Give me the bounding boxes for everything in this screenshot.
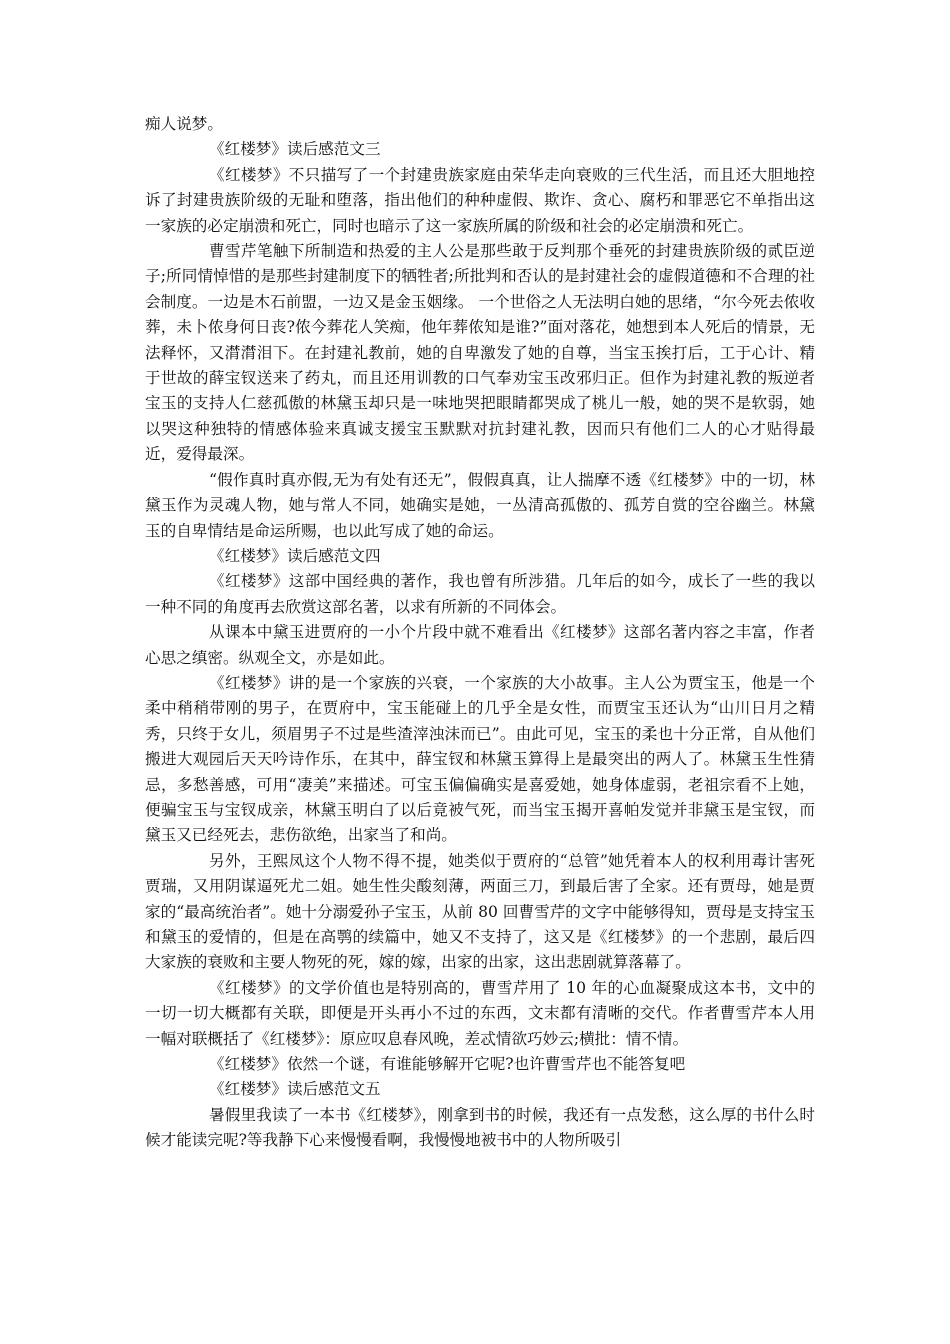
paragraph-text: 《红楼梦》不只描写了一个封建贵族家庭由荣华走向衰败的三代生活，而且还大胆地控诉了封建贵族阶级的无耻和堕落，指出他们的种种虚假、欺诈、贪心、腐朽和罪恶它不单指出这一家族的必定崩溃和死亡，同时也暗示了这一家族所属的阶级和社会的必定崩溃和死亡。 — [145, 165, 815, 235]
document-page — [145, 112, 815, 1154]
paragraph-text: 曹雪芹笔触下所制造和热爱的主人公是那些敢于反判那个垂死的封建贵族阶级的贰臣逆子;所同情悼惜的是那些封建制度下的牺牲者;所批判和否认的是封建社会的虚假道德和不合理的社会制度。一边是木石前盟，一边又是金玉姻缘。 一个世俗之人无法明白她的思绪，“尔今死去侬收葬，未卜侬身何日丧?侬今葬花人笑痴，他年葬侬知是谁?”面对落花，她想到本人死后的情景，无法释怀，又潸潸泪下。在封建礼教前，她的自卑激发了她的自尊，当宝玉挨打后，工于心计、精于世故的薛宝钗送来了药丸，而且还用训教的口气奉劝宝玉改邪归正。但作为封建礼教的叛逆者宝玉的支持人仁慈孤傲的林黛玉却只是一味地哭把眼睛都哭成了桃儿一般，她的哭不是软弱，她以哭这种独特的情感体验来真诚支援宝玉默默对抗封建礼教，因而只有他们二人的心才贴得最近，爱得最深。 — [145, 242, 815, 464]
paragraph-text: 另外，王熙凤这个人物不得不提，她类似于贾府的“总管”她凭着本人的权利用毒计害死贾瑞，又用阴谋逼死尤二姐。她生性尖酸刻薄，两面三刀，到最后害了全家。还有贾母，她是贾家的“最高统治者”。她十分溺爱孙子宝玉，从前 80 回曹雪芹的文字中能够得知，贾母是支持宝玉和黛玉的爱情的，但是在高鹗的续篇中，她又不支持了，这又是《红楼梦》的一个悲剧，最后四大家族的衰败和主要人物死的死，嫁的嫁，出家的出家，这出悲剧就算落幕了。 — [145, 851, 815, 972]
section-heading-three: 《红楼梦》读后感范文三 — [209, 140, 381, 159]
paragraph-text: “假作真时真亦假,无为有处有还无”，假假真真，让人揣摩不透《红楼梦》中的一切，林黛玉作为灵魂人物，她与常人不同，她确实是她，一丛清高孤傲的、孤芳自赏的空谷幽兰。林黛玉的自卑情结是命运所赐，也以此写成了她的命运。 — [145, 470, 815, 540]
paragraph-text: 《红楼梦》这部中国经典的著作，我也曾有所涉猎。几年后的如今，成长了一些的我以一种不同的角度再去欣赏这部名著，以求有所新的不同体会。 — [145, 572, 815, 616]
section-heading-five: 《红楼梦》读后感范文五 — [209, 1080, 381, 1099]
paragraph-text: 暑假里我读了一本书《红楼梦》，刚拿到书的时候，我还有一点发愁，这么厚的书什么时候才能读完呢?等我静下心来慢慢看啊，我慢慢地被书中的人物所吸引 — [145, 1105, 815, 1150]
paragraph-text: 《红楼梦》的文学价值也是特别高的，曹雪芹用了 10 年的心血凝聚成这本书，文中的一切一切大概都有关联，即便是开头再小不过的东西，文末都有清晰的交代。作者曹雪芹本人用一幅对联概括了《红楼梦》：原应叹息春风晚，差忒情欲巧妙云;横批：情不情。 — [145, 978, 815, 1048]
paragraph-text: 《红楼梦》讲的是一个家族的兴衰，一个家族的大小故事。主人公为贾宝玉，他是一个柔中稍稍带刚的男子，在贾府中，宝玉能碰上的几乎全是女性，而贾宝玉还认为“山川日月之精秀，只终于女儿，须眉男子不过是些渣滓浊沫而已”。由此可见，宝玉的柔也十分正常，自从他们搬进大观园后天天吟诗作乐，在其中，薛宝钗和林黛玉算得上是最突出的两人了。林黛玉生性猜忌，多愁善感，可用“凄美”来描述。可宝玉偏偏确实是喜爱她，她身体虚弱，老祖宗看不上她，便骗宝玉与宝钗成亲，林黛玉明白了以后竟被气死，而当宝玉揭开喜帕发觉并非黛玉是宝钗，而黛玉又已经死去，悲伤欲绝，出家当了和尚。 — [145, 673, 815, 845]
paragraph-text: 痴人说梦。 — [145, 115, 223, 133]
section-heading-four: 《红楼梦》读后感范文四 — [209, 546, 381, 565]
paragraph-text: 从课本中黛玉进贾府的一小个片段中就不难看出《红楼梦》这部名著内容之丰富，作者心思之缜密。纵观全文，亦是如此。 — [145, 623, 815, 667]
paragraph-text: 《红楼梦》依然一个谜，有谁能够解开它呢?也许曹雪芹也不能答复吧 — [209, 1055, 686, 1074]
